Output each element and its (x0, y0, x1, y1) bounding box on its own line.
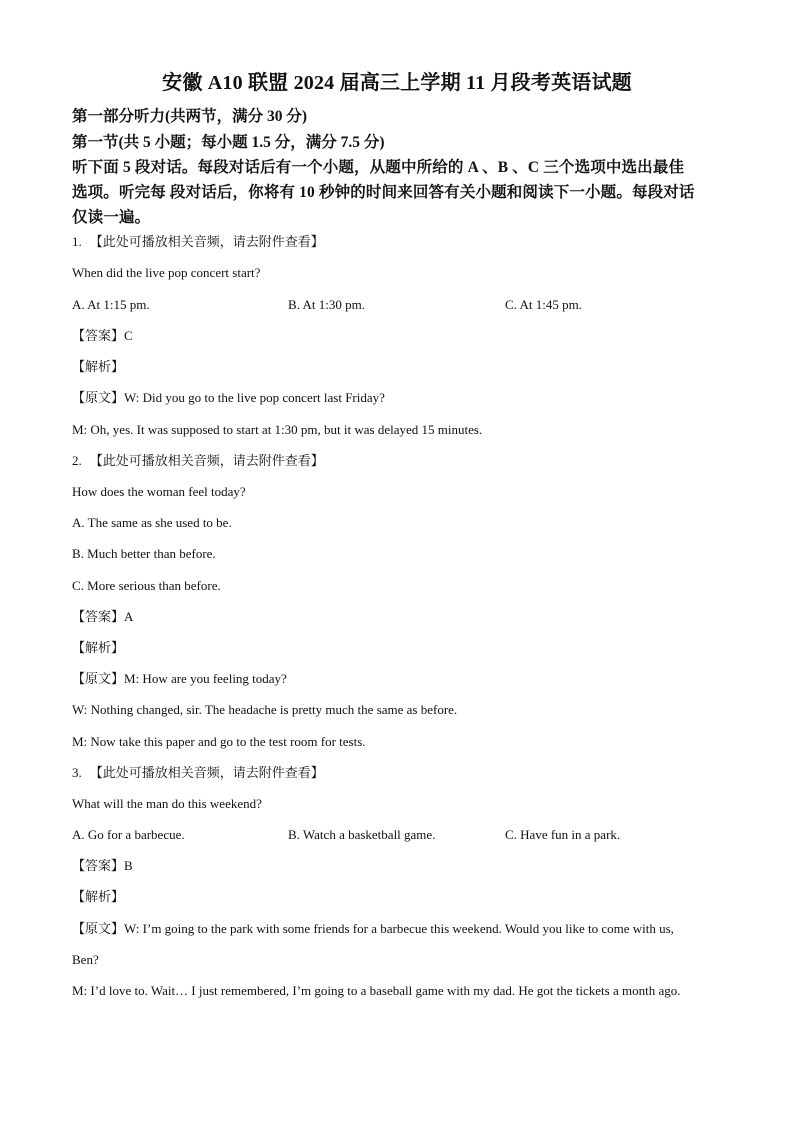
answer-value: B (124, 858, 133, 873)
question-1-analysis-label: 【解析】 (72, 359, 125, 374)
question-2-transcript-1 (72, 670, 287, 688)
question-1-text: When did the live pop concert start? (72, 265, 261, 280)
question-1-option-a: A. At 1:15 pm. (72, 297, 150, 312)
question-3-option-b: B. Watch a basketball game. (288, 827, 436, 842)
question-1-header (72, 233, 324, 251)
question-1-option-c: C. At 1:45 pm. (505, 297, 582, 312)
question-3-analysis-label: 【解析】 (72, 889, 125, 904)
question-3-header (72, 764, 324, 782)
question-3-answer (72, 857, 133, 875)
question-1-option-b: B. At 1:30 pm. (288, 297, 365, 312)
answer-label: 【答案】 (72, 609, 125, 624)
instruction-line-2: 选项。听完每 段对话后，你将有 10 秒钟的时间来回答有关小题和阅读下一小题。每段对话 (72, 184, 695, 201)
part-heading: 第一部分听力(共两节，满分 30 分) (72, 108, 308, 125)
audio-note: 【此处可播放相关音频，请去附件查看】 (89, 765, 324, 780)
question-2-answer (72, 608, 133, 626)
answer-label: 【答案】 (72, 328, 125, 343)
question-1-transcript-1 (72, 389, 385, 407)
answer-label: 【答案】 (72, 858, 125, 873)
question-number: 3. (72, 765, 82, 780)
original-label: 【原文】 (72, 671, 125, 686)
original-label: 【原文】 (72, 921, 125, 936)
question-3-transcript-3: M: I’d love to. Wait… I just remembered, I’m going to a baseball game with my dad. He got the tickets a month ago. (72, 983, 681, 998)
document-title: 安徽 A10 联盟 2024 届高三上学期 11 月段考英语试题 (162, 72, 632, 94)
question-2-transcript-2: W: Nothing changed, sir. The headache is pretty much the same as before. (72, 702, 458, 717)
section-heading: 第一节(共 5 小题；每小题 1.5 分，满分 7.5 分) (72, 134, 385, 151)
audio-note: 【此处可播放相关音频，请去附件查看】 (89, 234, 324, 249)
question-number: 1. (72, 234, 82, 249)
question-3-option-c: C. Have fun in a park. (505, 827, 621, 842)
answer-value: C (124, 328, 133, 343)
question-1-transcript-2: M: Oh, yes. It was supposed to start at 1:30 pm, but it was delayed 15 minutes. (72, 422, 483, 437)
question-2-transcript-3: M: Now take this paper and go to the test room for tests. (72, 734, 366, 749)
question-number: 2. (72, 453, 82, 468)
audio-note: 【此处可播放相关音频，请去附件查看】 (89, 453, 324, 468)
question-1-answer (72, 327, 133, 345)
question-2-option-a: A. The same as she used to be. (72, 515, 232, 530)
instruction-line-3: 仅读一遍。 (72, 209, 151, 226)
transcript-text: W: Did you go to the live pop concert last Friday? (124, 390, 385, 405)
question-2-header (72, 452, 324, 470)
question-3-option-a: A. Go for a barbecue. (72, 827, 185, 842)
answer-value: A (124, 609, 134, 624)
question-2-text: How does the woman feel today? (72, 484, 246, 499)
question-2-analysis-label: 【解析】 (72, 640, 125, 655)
question-3-text: What will the man do this weekend? (72, 796, 262, 811)
transcript-text: W: I’m going to the park with some friends for a barbecue this weekend. Would you like to come with us, (124, 921, 674, 936)
question-3-transcript-2: Ben? (72, 952, 99, 967)
question-3-transcript-1 (72, 920, 674, 938)
original-label: 【原文】 (72, 390, 125, 405)
instruction-line-1: 听下面 5 段对话。每段对话后有一个小题，从题中所给的 A 、B 、C 三个选项中选出最佳 (72, 159, 685, 176)
question-2-option-b: B. Much better than before. (72, 546, 216, 561)
transcript-text: M: How are you feeling today? (124, 671, 287, 686)
question-2-option-c: C. More serious than before. (72, 578, 221, 593)
